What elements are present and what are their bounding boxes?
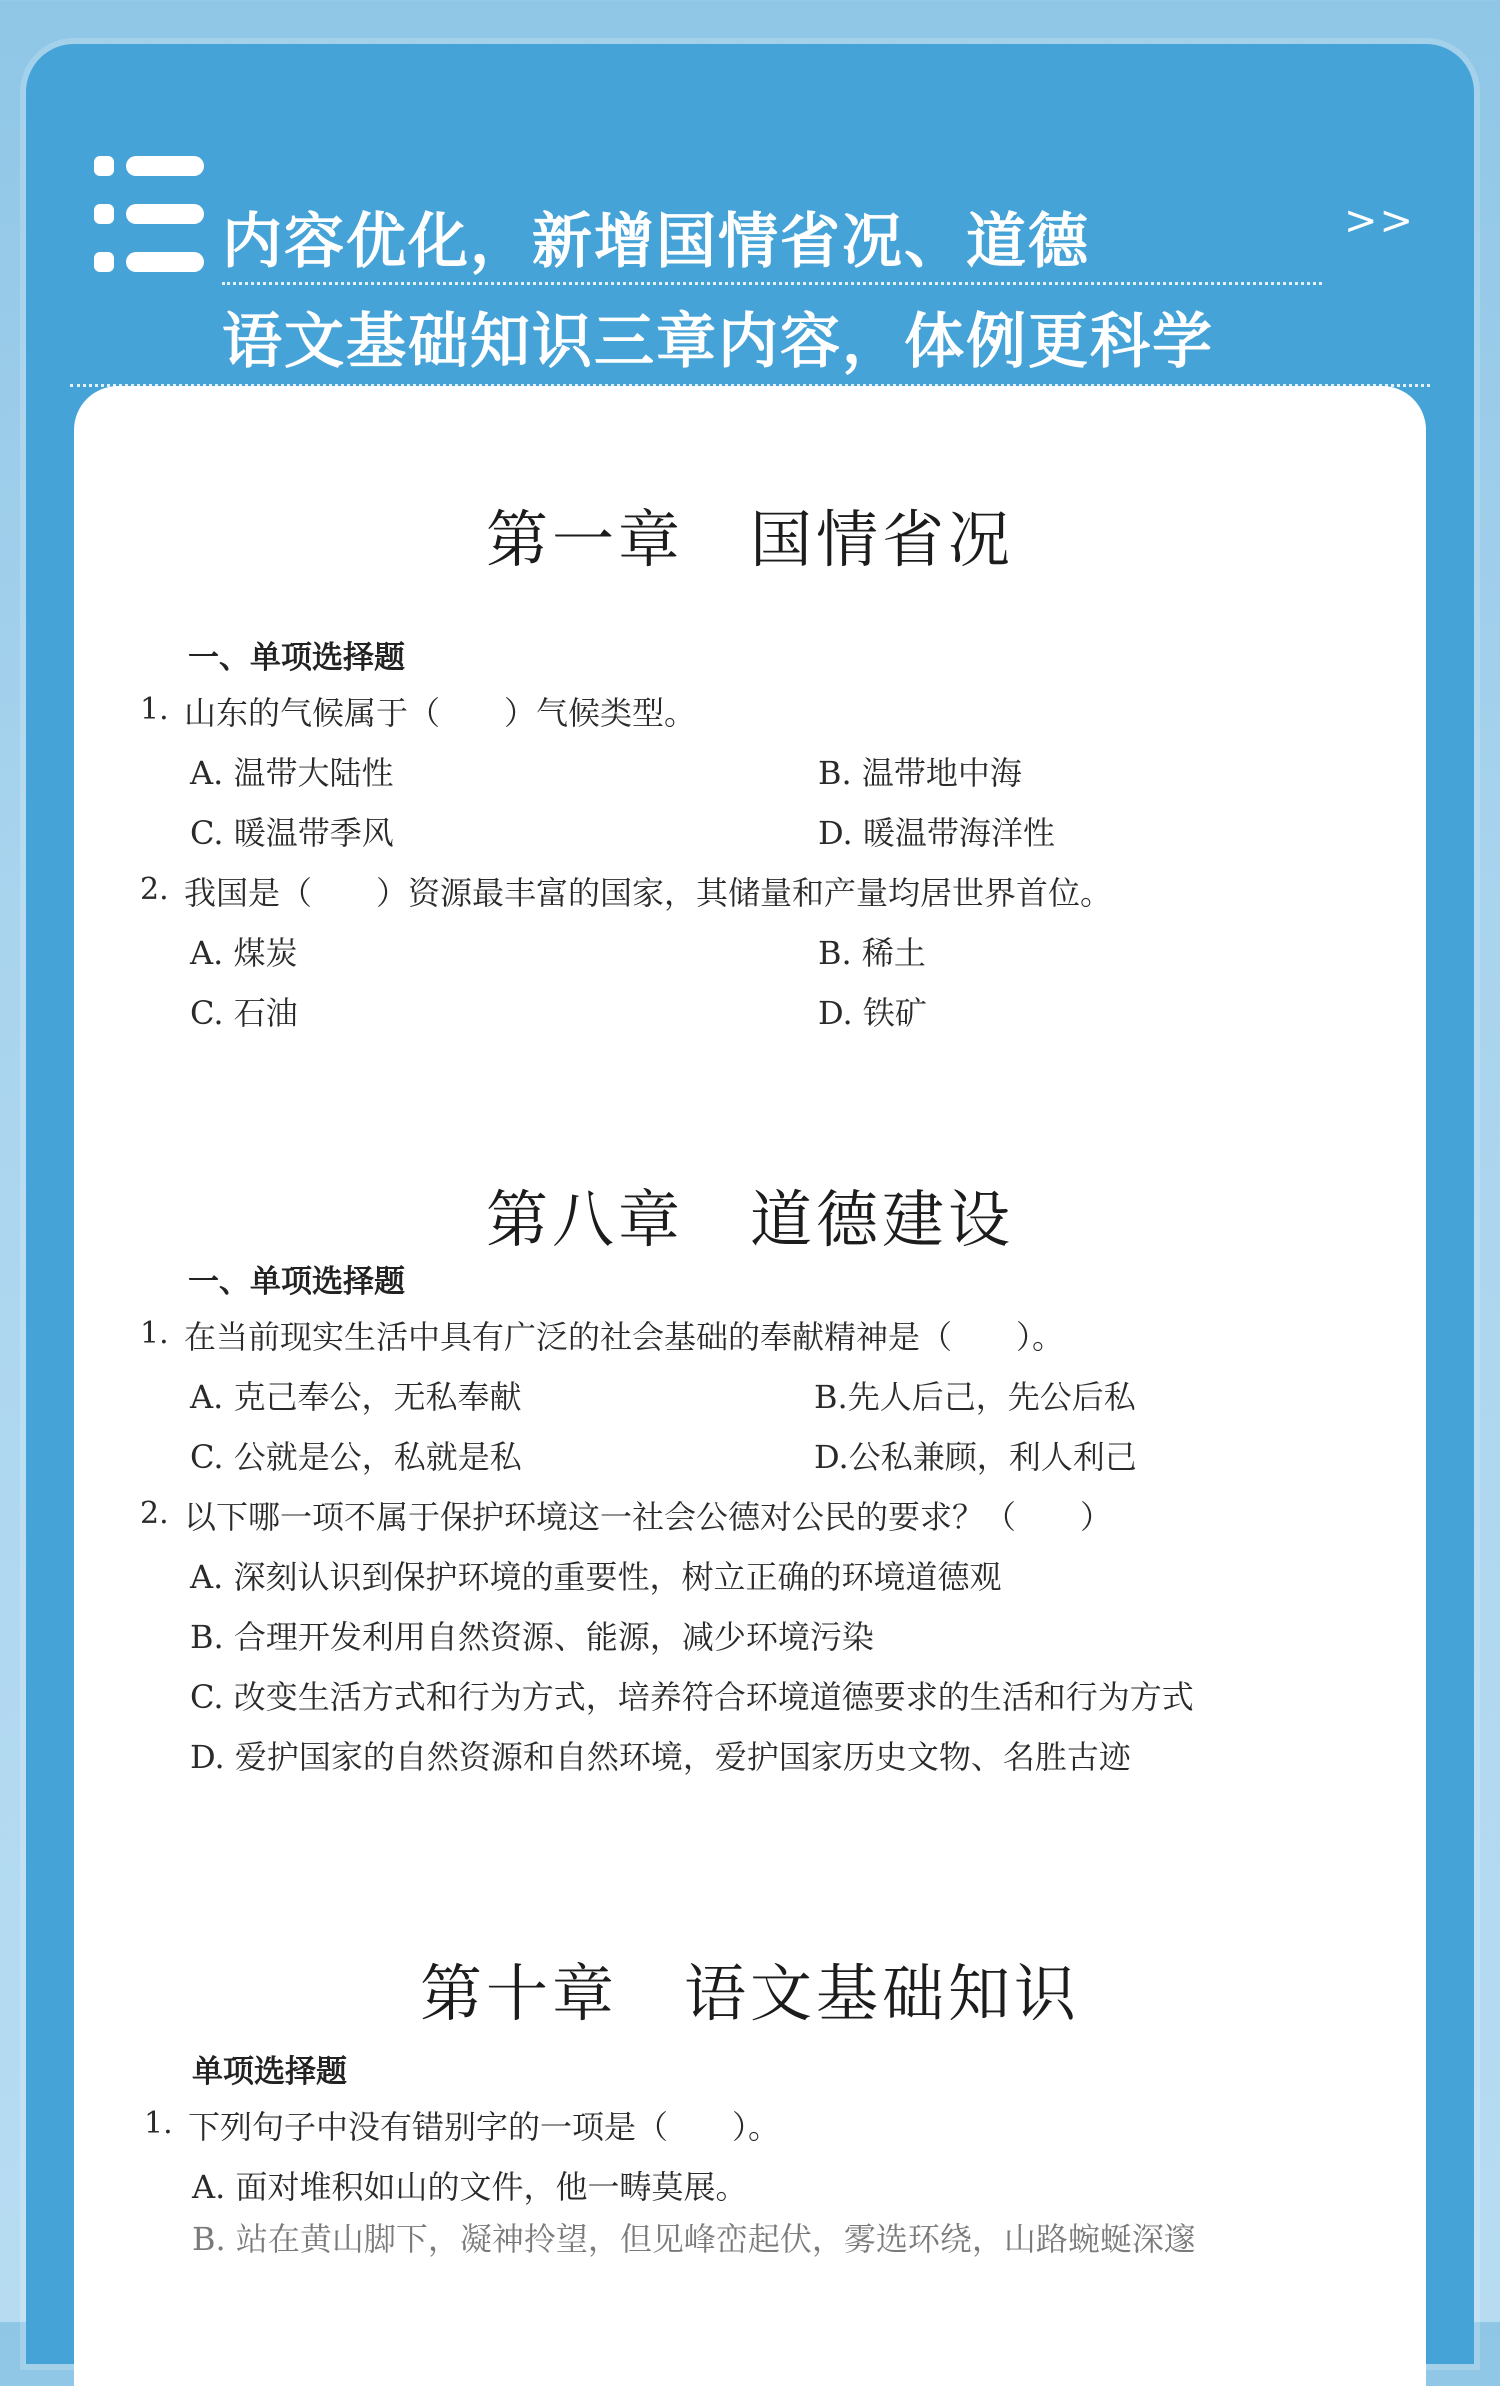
option: B. 温带地中海 [818,754,1022,792]
option: D. 爱护国家的自然资源和自然环境，爱护国家历史文物、名胜古迹 [190,1738,1131,1776]
option: C. 石油 [190,994,298,1032]
question-stem: 我国是（ ）资源最丰富的国家，其储量和产量均居世界首位。 [184,874,1113,912]
question-number: 1. [140,692,169,727]
list-icon [90,150,208,280]
option: A. 面对堆积如山的文件，他一畴莫展。 [192,2168,748,2206]
section-heading: 一、单项选择题 [188,1264,405,1300]
chapter-title: 第一章 国情省况 [485,503,1014,576]
question-stem: 山东的气候属于（ ）气候类型。 [184,694,697,732]
option: A. 克己奉公，无私奉献 [190,1378,522,1416]
section-heading: 单项选择题 [192,2054,347,2090]
more-arrow[interactable]: >> [1344,198,1416,244]
headline-line-2: 语文基础知识三章内容，体例更科学 [222,307,1214,377]
question-stem: 以下哪一项不属于保护环境这一社会公德对公民的要求？（ ） [184,1498,1113,1536]
option: B. 站在黄山脚下，凝神拎望，但见峰峦起伏，雾选环绕，山路蜿蜒深邃 [192,2220,1196,2258]
question-stem: 在当前现实生活中具有广泛的社会基础的奉献精神是（ ）。 [184,1318,1065,1356]
option: C. 暖温带季风 [190,814,394,852]
option: A. 温带大陆性 [190,754,394,792]
question-number: 2. [140,872,169,907]
headline-line-1: 内容优化，新增国情省况、道德 [222,207,1090,277]
option: D.公私兼顾，利人利己 [814,1438,1137,1476]
section-heading: 一、单项选择题 [188,640,405,676]
question-number: 2. [140,1496,169,1531]
option: D. 暖温带海洋性 [818,814,1055,852]
panel-header [26,44,1474,377]
sample-page-card [74,386,1426,2386]
option: C. 改变生活方式和行为方式，培养符合环境道德要求的生活和行为方式 [190,1678,1194,1716]
question-number: 1. [144,2106,173,2141]
feature-panel [26,44,1474,2364]
option: A. 深刻认识到保护环境的重要性，树立正确的环境道德观 [190,1558,1002,1596]
option: B.先人后己，先公后私 [814,1378,1136,1416]
chapter-title: 第八章 道德建设 [485,1183,1014,1256]
option: B. 合理开发利用自然资源、能源，减少环境污染 [190,1618,874,1656]
option: C. 公就是公，私就是私 [190,1438,522,1476]
question-number: 1. [140,1316,169,1351]
option: B. 稀土 [818,934,926,972]
dotted-divider [222,282,1322,285]
option: A. 煤炭 [190,934,298,972]
chapter-title: 第十章 语文基础知识 [419,1957,1080,2030]
question-stem: 下列句子中没有错别字的一项是（ ）。 [188,2108,781,2146]
option: D. 铁矿 [818,994,927,1032]
